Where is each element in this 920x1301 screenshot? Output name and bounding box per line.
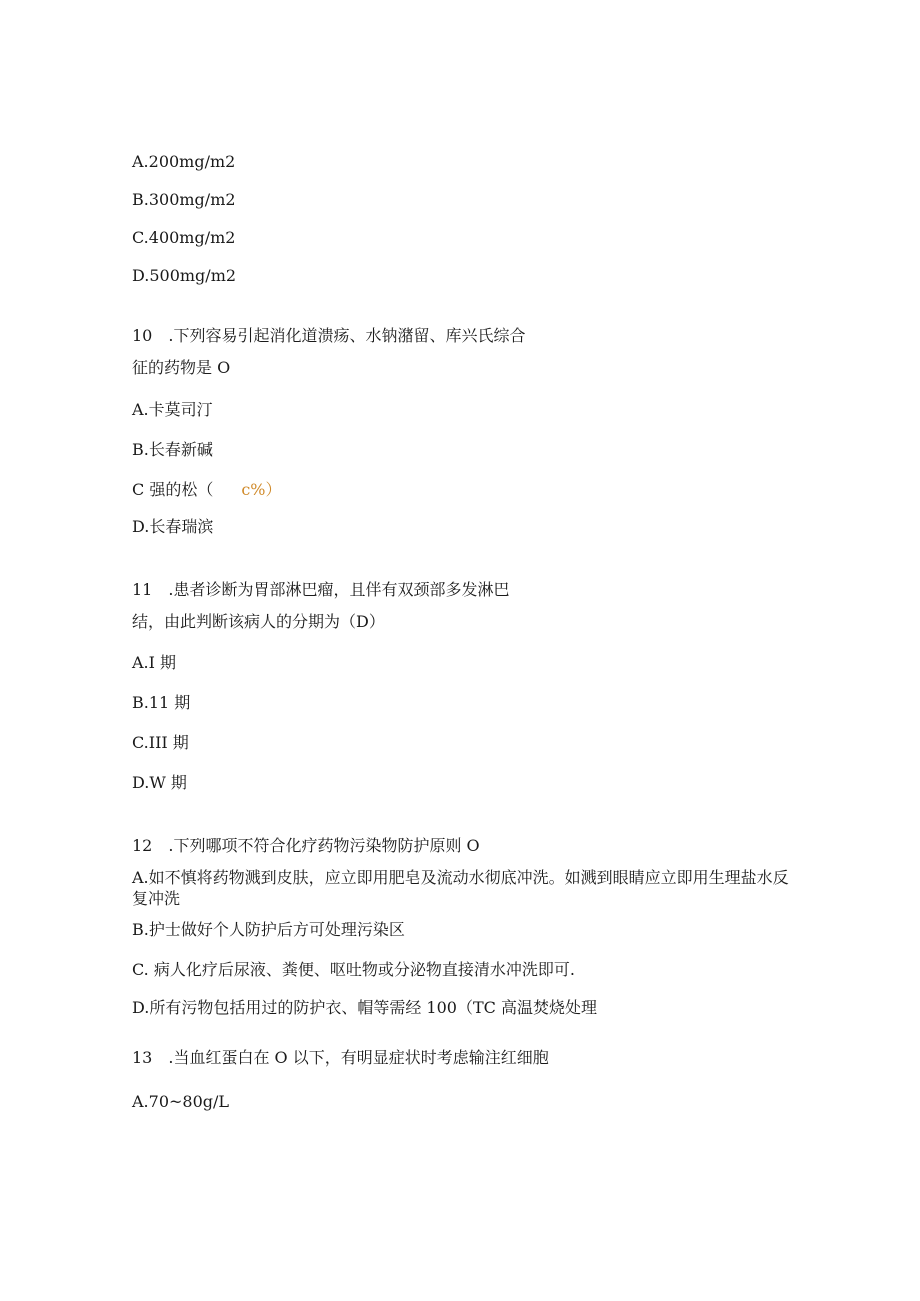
q10-option-c-annotation: c%）: [241, 480, 282, 499]
q10-option-a: A.卡莫司汀: [132, 400, 213, 419]
q11-stem-line2: 结，由此判断该病人的分期为（D）: [132, 612, 385, 631]
q10-option-c: [132, 480, 282, 500]
q10-stem-line1: 10 .下列容易引起消化道溃疡、水钠潴留、库兴氏综合: [132, 326, 526, 345]
q10-option-d: D.长春瑞滨: [132, 517, 214, 536]
q13-option-a: A.70~80g/L: [132, 1092, 230, 1111]
q11-stem-line1: 11 .患者诊断为胃部淋巴瘤，且伴有双颈部多发淋巴: [132, 580, 510, 599]
q12-option-d: D.所有污物包括用过的防护衣、帽等需经 100（TC 高温焚烧处理: [132, 998, 597, 1017]
q9-option-d: D.500mg/m2: [132, 266, 237, 285]
q13-stem: 13 .当血红蛋白在 O 以下，有明显症状时考虑输注红细胞: [132, 1048, 549, 1067]
q11-option-b: B.11 期: [132, 693, 191, 712]
q10-option-b: B.长春新碱: [132, 440, 213, 459]
q9-option-c: C.400mg/m2: [132, 228, 236, 247]
q9-option-a: A.200mg/m2: [132, 152, 236, 171]
q12-option-a: A.如不慎将药物溅到皮肤，应立即用肥皂及流动水彻底冲洗。如溅到眼睛应立即用生理盐水反复冲洗: [132, 868, 789, 908]
q12-option-b: B.护士做好个人防护后方可处理污染区: [132, 920, 405, 939]
q12-option-c: C. 病人化疗后尿液、粪便、呕吐物或分泌物直接清水冲洗即可.: [132, 960, 575, 979]
q11-option-a: A.I 期: [132, 653, 177, 672]
q10-stem-line2: 征的药物是 O: [132, 358, 231, 377]
q11-option-c: C.III 期: [132, 733, 189, 752]
q9-option-b: B.300mg/m2: [132, 190, 236, 209]
q12-stem: 12 .下列哪项不符合化疗药物污染物防护原则 O: [132, 836, 480, 855]
q10-option-c-text: C 强的松（: [132, 480, 214, 499]
q11-option-d: D.W 期: [132, 773, 187, 792]
